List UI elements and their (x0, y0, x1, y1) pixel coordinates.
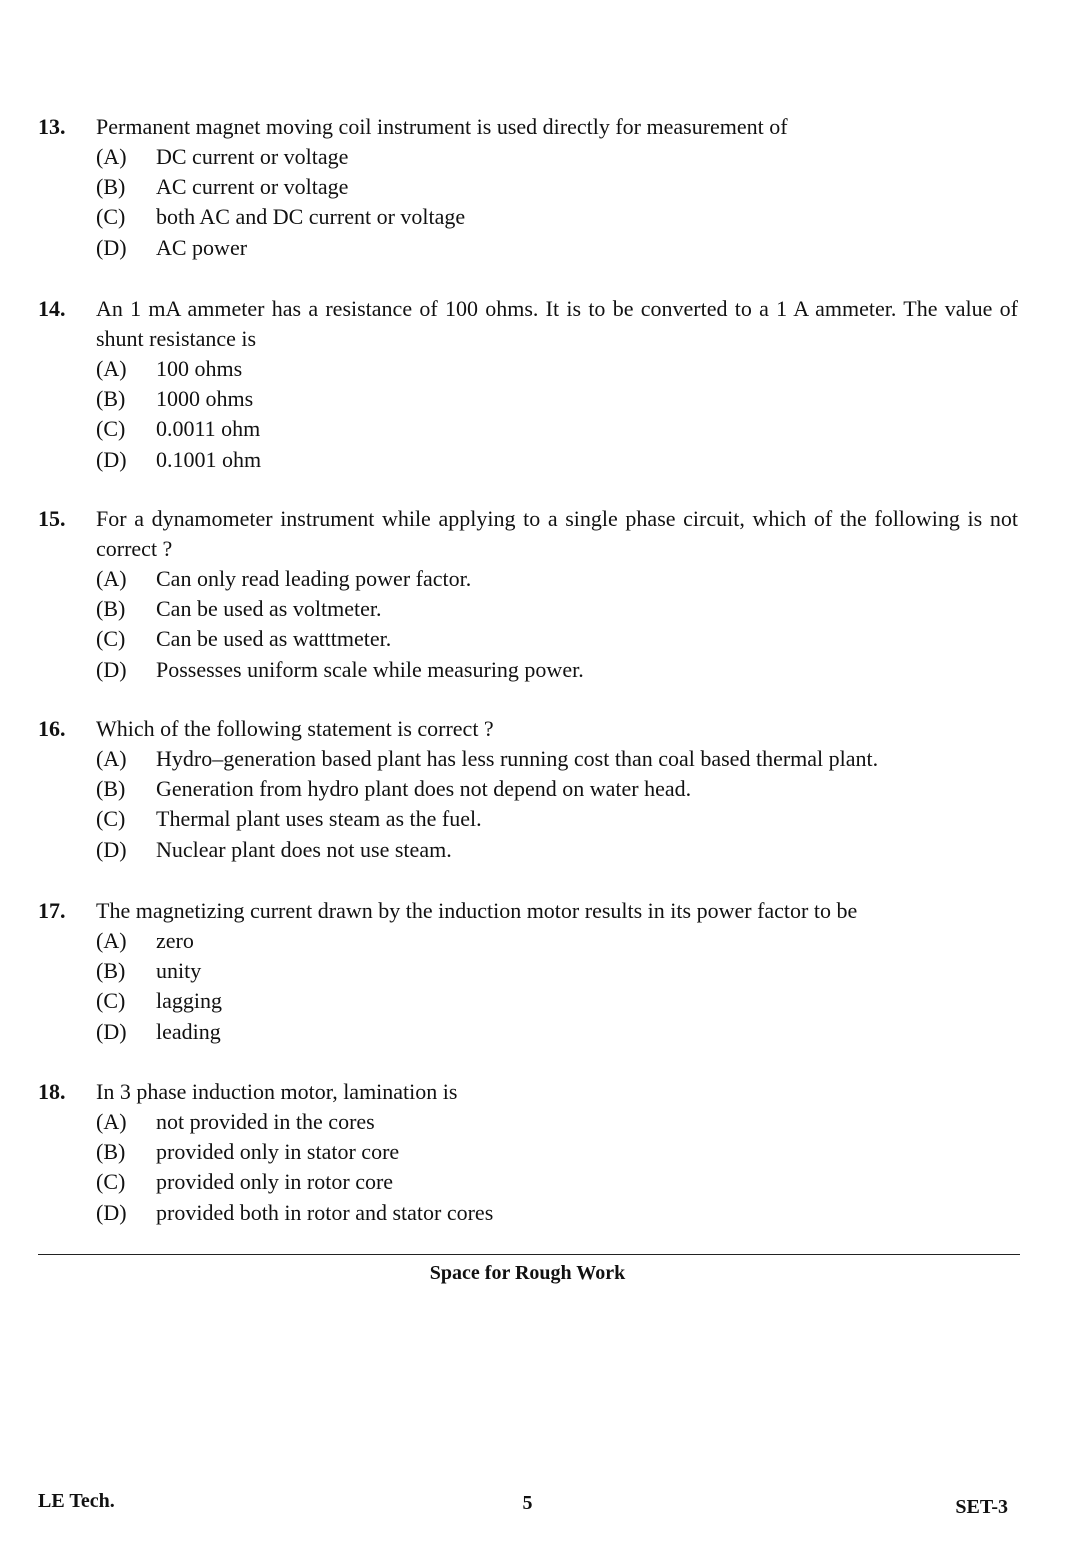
option-label: (B) (96, 386, 126, 412)
option-text: zero (156, 928, 194, 953)
option-text: Generation from hydro plant does not depend on water head. (156, 776, 692, 802)
options-list (96, 354, 1018, 475)
option-b (96, 1137, 1018, 1167)
option-a (96, 354, 1018, 384)
question-number: 18. (38, 1079, 66, 1104)
option-d (96, 233, 1018, 263)
option-text: Can be used as watttmeter. (156, 626, 392, 652)
option-text: leading (156, 1018, 221, 1044)
option-c (96, 624, 1018, 654)
option-text: Possesses uniform scale while measuring power. (156, 656, 584, 682)
question-text: In 3 phase induction motor, lamination is (96, 1079, 458, 1104)
option-text: provided only in stator core (156, 1139, 400, 1165)
option-b (96, 594, 1018, 624)
option-text: unity (156, 958, 202, 984)
question-16 (38, 714, 1018, 865)
option-d (96, 655, 1018, 685)
question-17 (38, 896, 1018, 1047)
option-text: lagging (156, 988, 222, 1014)
option-text: 1000 ohms (156, 386, 254, 412)
question-number: 13. (38, 114, 66, 139)
option-b (96, 384, 1018, 414)
options-list (96, 142, 1018, 263)
question-text: The magnetizing current drawn by the induction motor results in its power factor to be (96, 898, 858, 923)
question-number: 16. (38, 716, 66, 741)
question-15 (38, 504, 1018, 685)
option-c (96, 986, 1018, 1016)
option-c (96, 1167, 1018, 1197)
option-label: (C) (96, 988, 126, 1014)
option-b (96, 774, 1018, 804)
option-text: both AC and DC current or voltage (156, 204, 466, 230)
option-text: Can only read leading power factor. (156, 566, 472, 591)
option-label: (D) (96, 1199, 127, 1225)
option-d (96, 1017, 1018, 1047)
option-d (96, 835, 1018, 865)
option-text: 0.0011 ohm (156, 416, 261, 442)
option-label: (A) (96, 144, 127, 169)
option-a (96, 142, 1018, 172)
page-number: 5 (522, 1492, 533, 1514)
option-text: Hydro–generation based plant has less running cost than coal based thermal plant. (156, 746, 879, 771)
option-text: DC current or voltage (156, 144, 349, 169)
question-text: Which of the following statement is correct ? (96, 716, 494, 741)
option-label: (B) (96, 596, 126, 622)
question-text: Permanent magnet moving coil instrument is used directly for measurement of (96, 114, 788, 139)
option-label: (B) (96, 776, 126, 802)
option-c (96, 414, 1018, 444)
option-d (96, 445, 1018, 475)
options-list (96, 564, 1018, 685)
option-label: (B) (96, 1139, 126, 1165)
option-text: provided only in rotor core (156, 1169, 394, 1195)
option-c (96, 804, 1018, 834)
option-label: (C) (96, 416, 126, 442)
option-text: AC power (156, 234, 248, 260)
option-c (96, 202, 1018, 232)
option-label: (A) (96, 356, 127, 381)
option-label: (C) (96, 806, 126, 832)
option-label: (C) (96, 626, 126, 652)
option-label: (C) (96, 1169, 126, 1195)
question-number: 14. (38, 296, 66, 321)
options-list (96, 744, 1018, 865)
option-label: (D) (96, 446, 127, 472)
option-label: (D) (96, 1018, 127, 1044)
option-b (96, 172, 1018, 202)
option-text: Thermal plant uses steam as the fuel. (156, 806, 482, 832)
rough-work-heading: Space for Rough Work (429, 1262, 626, 1284)
option-label: (B) (96, 174, 126, 200)
option-a (96, 926, 1018, 956)
option-label: (A) (96, 566, 127, 591)
question-14 (38, 294, 1018, 475)
options-list (96, 1107, 1018, 1228)
option-text: Can be used as voltmeter. (156, 596, 382, 622)
footer-exam-name: LE Tech. (38, 1490, 115, 1512)
option-label: (A) (96, 746, 127, 771)
option-label: (D) (96, 656, 127, 682)
option-a (96, 744, 1018, 774)
option-label: (A) (96, 928, 127, 953)
option-label: (A) (96, 1109, 127, 1134)
question-18 (38, 1077, 1018, 1228)
option-label: (C) (96, 204, 126, 230)
option-label: (B) (96, 958, 126, 984)
option-d (96, 1198, 1018, 1228)
option-a (96, 564, 1018, 594)
option-text: provided both in rotor and stator cores (156, 1199, 494, 1225)
question-text: For a dynamometer instrument while applying to a single phase circuit, which of the following is not correct ? (96, 506, 1018, 561)
question-number: 17. (38, 898, 66, 923)
option-text: not provided in the cores (156, 1109, 375, 1134)
question-number: 15. (38, 506, 66, 531)
option-text: AC current or voltage (156, 174, 349, 200)
footer-set-code: SET-3 (955, 1496, 1008, 1518)
option-text: 100 ohms (156, 356, 243, 381)
option-a (96, 1107, 1018, 1137)
options-list (96, 926, 1018, 1047)
option-label: (D) (96, 234, 127, 260)
question-13 (38, 112, 1018, 263)
option-text: 0.1001 ohm (156, 446, 262, 472)
divider-line (38, 1254, 1020, 1255)
option-label: (D) (96, 836, 127, 862)
option-b (96, 956, 1018, 986)
question-text: An 1 mA ammeter has a resistance of 100 ohms. It is to be converted to a 1 A ammeter. The value of shunt resistance is (96, 296, 1018, 351)
option-text: Nuclear plant does not use steam. (156, 836, 452, 862)
